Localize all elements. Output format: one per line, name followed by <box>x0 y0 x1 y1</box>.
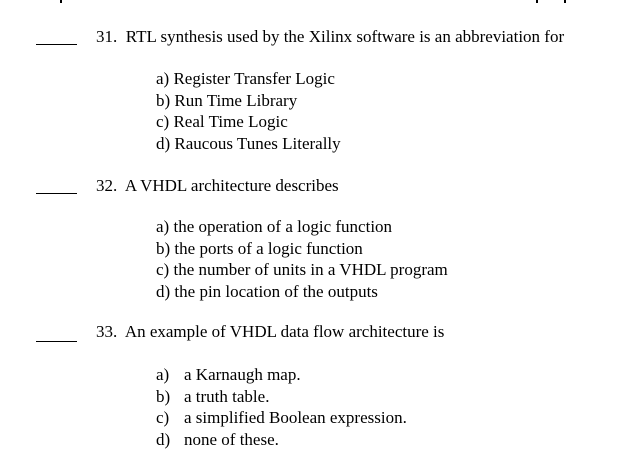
choice-list <box>156 364 407 450</box>
choice-letter: c) <box>156 408 170 427</box>
choice-letter: d) <box>156 281 171 301</box>
choice-letter: a) <box>156 217 170 236</box>
choice-a <box>156 68 341 90</box>
question-stem <box>96 322 444 342</box>
choice-letter: b) <box>156 90 171 110</box>
choice-list <box>156 216 448 302</box>
choice-a <box>156 216 448 238</box>
choice-letter: b) <box>156 238 171 258</box>
choice-b <box>156 90 341 112</box>
choice-text: a Karnaugh map. <box>184 365 301 384</box>
question-text: An example of VHDL data flow architecture is <box>124 322 445 341</box>
question-stem <box>96 27 564 47</box>
choice-letter: d) <box>156 429 171 449</box>
choice-letter: b) <box>156 386 171 406</box>
choice-d <box>156 429 407 451</box>
question-text: RTL synthesis used by the Xilinx software is an abbreviation for <box>125 27 565 46</box>
choice-text: the pin location of the outputs <box>174 281 378 301</box>
choice-text: none of these. <box>184 429 279 449</box>
choice-d <box>156 281 448 303</box>
answer-blank[interactable] <box>36 193 77 194</box>
choice-d <box>156 133 341 155</box>
choice-c <box>156 259 448 281</box>
choice-letter: c) <box>156 112 170 131</box>
choice-list <box>156 68 341 154</box>
choice-c <box>156 111 341 133</box>
choice-letter: a) <box>156 69 170 88</box>
choice-text: the ports of a logic function <box>174 238 363 258</box>
choice-text: Run Time Library <box>174 90 298 110</box>
question-number: 32. <box>96 176 118 195</box>
choice-letter: c) <box>156 260 170 279</box>
question-stem <box>96 176 339 196</box>
cropped-previous-line <box>0 0 643 4</box>
choice-text: the number of units in a VHDL program <box>173 260 448 279</box>
choice-letter: d) <box>156 133 171 153</box>
choice-text: Real Time Logic <box>173 112 288 131</box>
choice-b <box>156 386 407 408</box>
choice-text: Raucous Tunes Literally <box>174 133 341 153</box>
question-text: A VHDL architecture describes <box>124 176 339 195</box>
choice-text: a simplified Boolean expression. <box>184 408 407 427</box>
choice-letter: a) <box>156 365 170 384</box>
choice-a <box>156 364 407 386</box>
choice-c <box>156 407 407 429</box>
choice-text: Register Transfer Logic <box>173 69 335 88</box>
choice-b <box>156 238 448 260</box>
answer-blank[interactable] <box>36 44 77 45</box>
question-number: 33. <box>96 322 118 341</box>
question-number: 31. <box>96 27 118 46</box>
choice-text: the operation of a logic function <box>173 217 393 236</box>
choice-text: a truth table. <box>184 386 270 406</box>
answer-blank[interactable] <box>36 341 77 342</box>
